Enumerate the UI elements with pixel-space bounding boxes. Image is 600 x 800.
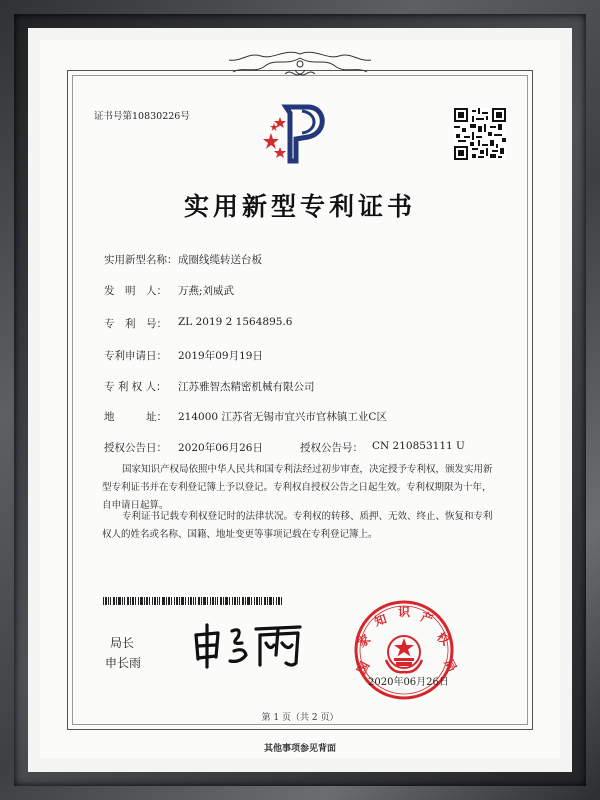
field-address-value: 214000 江苏省无锡市宜兴市官林镇工业C区 [178, 411, 387, 423]
field-patentee-value: 江苏雅智杰精密机械有限公司 [178, 381, 315, 393]
qr-code [454, 108, 506, 160]
field-filing-date-label: 专利申请日： [104, 350, 167, 362]
field-inventor-label: 发 明 人： [104, 285, 167, 297]
barcode [103, 597, 283, 605]
field-filing-date-value: 2019年09月19日 [178, 350, 263, 362]
svg-text:识: 识 [398, 605, 411, 619]
announce-date-label: 授权公告日： [104, 442, 167, 454]
svg-text:知: 知 [372, 611, 389, 629]
grant-statement: 国家知识产权局依照中华人民共和国专利法经过初步审查，决定授予专利权，颁发实用新型专利证书并在专利登记簿上予以登记。专利权自授权公告之日起生效。专利权期限为十年，自申请日起算。 [102, 464, 493, 511]
director-signature [190, 621, 308, 669]
field-name-label: 实用新型名称： [104, 254, 178, 266]
field-address-label: 地 址： [104, 411, 167, 423]
certificate-number: 证书号第10830226号 [94, 111, 190, 122]
svg-text:产: 产 [419, 609, 435, 627]
footer-note: 其他事项参见背面 [263, 744, 336, 754]
field-patentee-label: 专 利 权 人： [104, 381, 167, 393]
top-ornament [225, 48, 375, 82]
director-name: 申长雨 [105, 656, 142, 670]
field-inventor-value: 万燕;刘威武 [178, 285, 235, 297]
cnipa-logo [262, 103, 332, 165]
svg-text:家: 家 [354, 631, 374, 651]
svg-text:权: 权 [434, 629, 453, 649]
director-title: 局长 [110, 636, 135, 650]
seal-date: 2020年06月26日 [368, 677, 449, 688]
announce-number-label: 授权公告号： [300, 442, 363, 454]
field-patent-no-value: ZL 2019 2 1564895.6 [178, 316, 293, 328]
page-info: 第 1 页（共 2 页） [261, 713, 339, 723]
announce-number-value: CN 210853111 U [372, 440, 465, 452]
announce-date-value: 2020年06月26日 [178, 442, 263, 454]
svg-text:局: 局 [441, 656, 460, 675]
field-name-value: 成圈线缆转送台板 [178, 254, 262, 266]
registry-statement: 专利证书记载专利权登记时的法律状况。专利权的转移、质押、无效、终止、恢复和专利权人的姓名或名称、国籍、地址变更等事项记载在专利登记簿上。 [102, 511, 493, 540]
svg-text:国: 国 [354, 659, 373, 677]
certificate-title: 实用新型专利证书 [183, 192, 416, 221]
field-patent-no-label: 专 利 号： [104, 318, 167, 330]
